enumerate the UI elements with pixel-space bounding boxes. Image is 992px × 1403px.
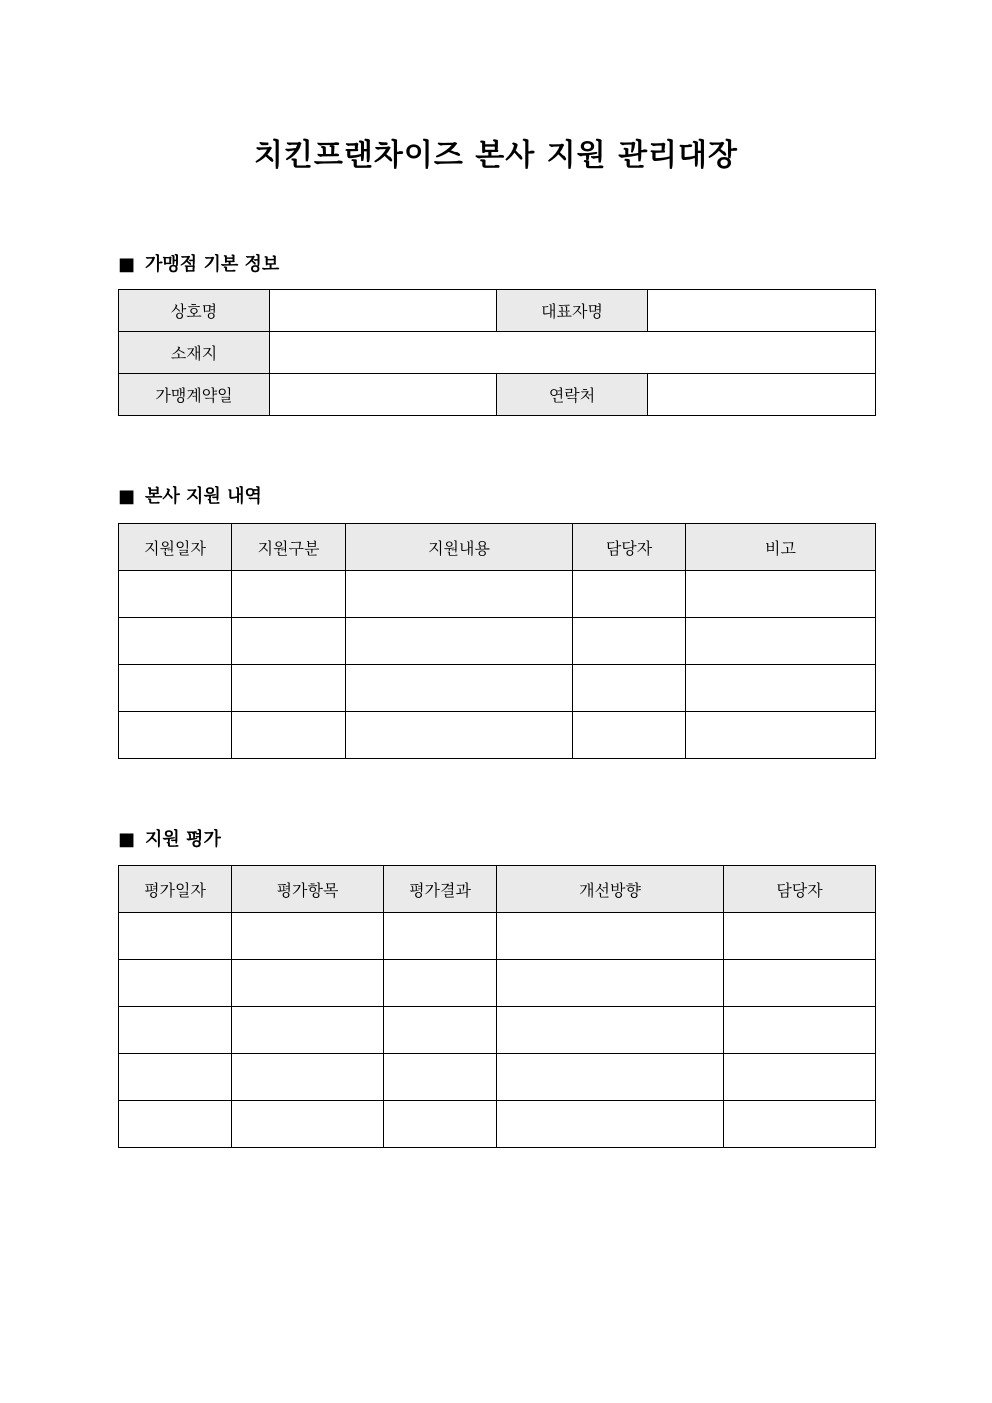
table-cell[interactable] — [724, 1054, 876, 1101]
page-title: 치킨프랜차이즈 본사 지원 관리대장 — [253, 138, 739, 173]
table-row — [119, 913, 876, 960]
address-field[interactable] — [270, 332, 876, 374]
table-cell[interactable] — [119, 571, 232, 618]
table-row — [119, 618, 876, 665]
column-header-manager: 담당자 — [724, 866, 876, 913]
table-cell[interactable] — [119, 1101, 232, 1148]
table-cell[interactable] — [497, 1007, 724, 1054]
table-cell[interactable] — [384, 913, 497, 960]
table-cell[interactable] — [573, 571, 686, 618]
table-row — [119, 960, 876, 1007]
section-heading-label: 지원 평가 — [145, 829, 221, 850]
table-row — [119, 374, 876, 416]
table-cell[interactable] — [232, 665, 346, 712]
column-header-support-content: 지원내용 — [346, 524, 573, 571]
table-cell[interactable] — [232, 1101, 384, 1148]
representative-label: 대표자명 — [497, 290, 648, 332]
table-cell[interactable] — [497, 960, 724, 1007]
table-cell[interactable] — [497, 1101, 724, 1148]
table-cell[interactable] — [119, 618, 232, 665]
section-bullet-icon: ■ — [118, 486, 136, 507]
table-cell[interactable] — [119, 913, 232, 960]
table-cell[interactable] — [232, 1054, 384, 1101]
table-cell[interactable] — [573, 712, 686, 759]
table-cell[interactable] — [232, 1007, 384, 1054]
table-cell[interactable] — [119, 1007, 232, 1054]
section-heading-support-evaluation — [118, 828, 221, 852]
table-cell[interactable] — [232, 913, 384, 960]
table-header-row — [119, 866, 876, 913]
table-header-row — [119, 524, 876, 571]
column-header-eval-item: 평가항목 — [232, 866, 384, 913]
table-cell[interactable] — [497, 913, 724, 960]
table-row — [119, 571, 876, 618]
table-cell[interactable] — [232, 618, 346, 665]
column-header-remarks: 비고 — [686, 524, 876, 571]
section-heading-basic-info — [118, 253, 279, 277]
section-heading-support-history — [118, 485, 262, 509]
table-cell[interactable] — [724, 913, 876, 960]
contract-date-field[interactable] — [270, 374, 497, 416]
table-cell[interactable] — [724, 960, 876, 1007]
table-row — [119, 290, 876, 332]
contract-date-label: 가맹계약일 — [119, 374, 270, 416]
column-header-support-type: 지원구분 — [232, 524, 346, 571]
table-cell[interactable] — [346, 571, 573, 618]
column-header-eval-date: 평가일자 — [119, 866, 232, 913]
support-history-table — [118, 523, 876, 759]
section-heading-label: 가맹점 기본 정보 — [145, 254, 280, 275]
table-cell[interactable] — [119, 1054, 232, 1101]
table-cell[interactable] — [573, 665, 686, 712]
table-cell[interactable] — [384, 1101, 497, 1148]
table-cell[interactable] — [232, 712, 346, 759]
table-cell[interactable] — [686, 571, 876, 618]
table-cell[interactable] — [119, 960, 232, 1007]
column-header-support-date: 지원일자 — [119, 524, 232, 571]
basic-info-table — [118, 289, 876, 416]
table-cell[interactable] — [346, 665, 573, 712]
section-bullet-icon: ■ — [118, 829, 136, 850]
column-header-improvement: 개선방향 — [497, 866, 724, 913]
representative-field[interactable] — [648, 290, 876, 332]
table-cell[interactable] — [384, 960, 497, 1007]
column-header-eval-result: 평가결과 — [384, 866, 497, 913]
support-evaluation-table — [118, 865, 876, 1148]
table-row — [119, 1007, 876, 1054]
table-cell[interactable] — [497, 1054, 724, 1101]
contact-field[interactable] — [648, 374, 876, 416]
table-cell[interactable] — [686, 665, 876, 712]
table-cell[interactable] — [346, 618, 573, 665]
table-row — [119, 1054, 876, 1101]
table-cell[interactable] — [384, 1007, 497, 1054]
store-name-field[interactable] — [270, 290, 497, 332]
table-row — [119, 1101, 876, 1148]
store-name-label: 상호명 — [119, 290, 270, 332]
table-cell[interactable] — [119, 665, 232, 712]
address-label: 소재지 — [119, 332, 270, 374]
table-cell[interactable] — [232, 571, 346, 618]
table-row — [119, 332, 876, 374]
section-heading-label: 본사 지원 내역 — [145, 486, 262, 507]
table-cell[interactable] — [686, 618, 876, 665]
table-cell[interactable] — [384, 1054, 497, 1101]
table-cell[interactable] — [573, 618, 686, 665]
section-bullet-icon: ■ — [118, 254, 136, 275]
column-header-manager: 담당자 — [573, 524, 686, 571]
table-cell[interactable] — [686, 712, 876, 759]
contact-label: 연락처 — [497, 374, 648, 416]
table-row — [119, 712, 876, 759]
table-cell[interactable] — [346, 712, 573, 759]
table-row — [119, 665, 876, 712]
table-cell[interactable] — [724, 1007, 876, 1054]
table-cell[interactable] — [232, 960, 384, 1007]
table-cell[interactable] — [119, 712, 232, 759]
table-cell[interactable] — [724, 1101, 876, 1148]
